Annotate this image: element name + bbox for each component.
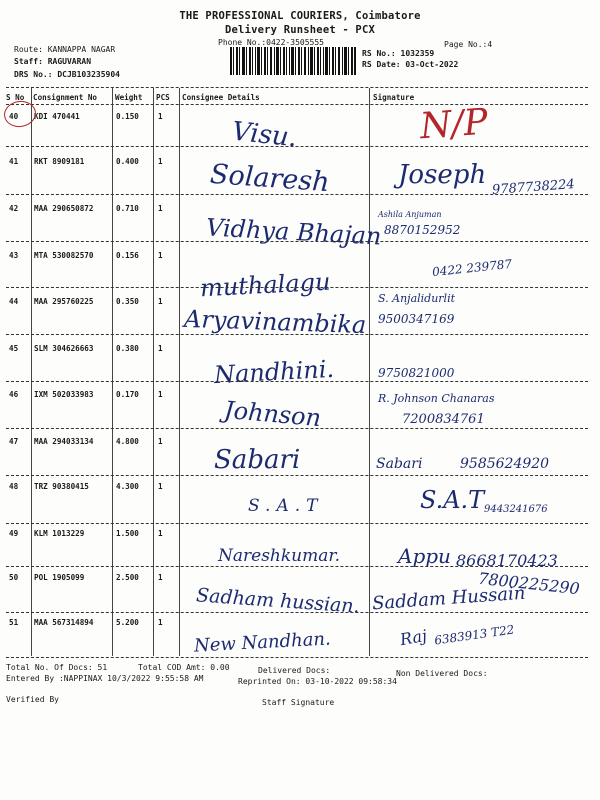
column-header-signature: Signature [373, 93, 415, 102]
signature-handwriting: Raj [398, 625, 429, 650]
row-weight: 4.800 [116, 437, 139, 446]
signature-handwriting: N/P [418, 101, 490, 148]
row-consignment: IXM 502033983 [34, 390, 94, 399]
signature-handwriting: Appu [398, 544, 451, 568]
signature-extra: 9500347169 [378, 312, 455, 326]
table-bottom-rule [6, 657, 588, 658]
row-weight: 0.170 [116, 390, 139, 399]
row-rule [6, 566, 588, 567]
row-rule [6, 523, 588, 524]
row-sno: 47 [9, 437, 19, 446]
barcode-image [230, 47, 356, 75]
row-pcs: 1 [158, 157, 163, 166]
row-pcs: 1 [158, 437, 163, 446]
row-weight: 0.400 [116, 157, 139, 166]
signature-extra: 9787738224 [491, 177, 576, 198]
signature-extra: 8870152952 [384, 223, 461, 237]
delivered-docs: Delivered Docs: [258, 666, 331, 675]
row-rule [6, 428, 588, 429]
signature-handwriting: Joseph [398, 160, 487, 190]
phone-number: Phone No.:0422-3505555 [218, 38, 324, 47]
route: Route: KANNAPPA NAGAR [14, 45, 116, 54]
row-consignment: POL 1905099 [34, 573, 85, 582]
row-pcs: 1 [158, 251, 163, 260]
row-sno: 51 [9, 618, 19, 627]
row-weight: 5.200 [116, 618, 139, 627]
row-sno: 41 [9, 157, 19, 166]
row-pcs: 1 [158, 482, 163, 491]
row-pcs: 1 [158, 297, 163, 306]
signature-extra: 6383913 T22 [433, 622, 516, 648]
row-pcs: 1 [158, 204, 163, 213]
total-cod: Total COD Amt: 0.00 [138, 663, 230, 672]
row-sno: 49 [9, 529, 19, 538]
row-weight: 0.380 [116, 344, 139, 353]
consignee-handwriting: Nandhini. [213, 354, 335, 390]
signature-handwriting: R. Johnson Chanaras [378, 392, 495, 405]
row-weight: 4.300 [116, 482, 139, 491]
row-consignment: MAA 294033134 [34, 437, 94, 446]
signature-extra: 7800225290 [477, 568, 581, 599]
row-sno: 50 [9, 573, 19, 582]
verified-by: Verified By [6, 695, 59, 704]
row-sno: 43 [9, 251, 19, 260]
column-header-consignment: Consignment No [33, 93, 98, 102]
row-pcs: 1 [158, 529, 163, 538]
column-divider [112, 88, 113, 656]
row-pcs: 1 [158, 390, 163, 399]
row-rule [6, 475, 588, 476]
signature-handwriting: Ashila Anjuman [378, 210, 442, 219]
consignee-handwriting: Sadham hussian. [195, 584, 361, 618]
consignee-handwriting: Vidhya Bhajan [205, 213, 383, 251]
column-header-weight: Weight [115, 93, 143, 102]
signature-handwriting: S.A.T [420, 486, 485, 514]
row-weight: 1.500 [116, 529, 139, 538]
signature-extra: 8668170423 [456, 551, 558, 570]
company-title: THE PROFESSIONAL COURIERS, Coimbatore [179, 10, 421, 22]
header-bottom-rule [6, 104, 588, 105]
consignee-handwriting: Visu. [230, 116, 299, 154]
consignee-handwriting: Sabari [214, 445, 301, 475]
staff-signature: Staff Signature [262, 698, 335, 707]
signature-extra: 7200834761 [402, 412, 485, 427]
row-rule [6, 287, 588, 288]
column-divider [179, 88, 180, 656]
column-divider [369, 88, 370, 656]
row-sno: 45 [9, 344, 19, 353]
row-rule [6, 381, 588, 382]
sheet-title: Delivery Runsheet - PCX [225, 24, 375, 36]
page-number: Page No.:4 [444, 40, 493, 49]
table-top-rule [6, 87, 588, 88]
row-rule [6, 241, 588, 242]
signature-extra: 9585624920 [460, 456, 550, 472]
row-rule [6, 146, 588, 147]
consignee-handwriting: S.A.T [248, 496, 324, 516]
consignee-handwriting: Aryavinambika [183, 304, 367, 340]
row-consignment: MAA 567314894 [34, 618, 94, 627]
signature-handwriting: Sabari [376, 456, 423, 472]
row-pcs: 1 [158, 573, 163, 582]
row-pcs: 1 [158, 618, 163, 627]
signature-extra: 9750821000 [378, 366, 455, 380]
column-header-consignee-details: Consignee Details [182, 93, 260, 102]
row-consignment: TRZ 90380415 [34, 482, 89, 491]
row-consignment: MAA 290650872 [34, 204, 94, 213]
consignee-handwriting: muthalagu [199, 267, 332, 303]
reprinted-on: Reprinted On: 03-10-2022 09:58:34 [238, 677, 397, 686]
non-delivered-docs: Non Delivered Docs: [396, 669, 488, 678]
row-consignment: RKT 8909181 [34, 157, 85, 166]
row-consignment: MTA 530082570 [34, 251, 94, 260]
row-pcs: 1 [158, 112, 163, 121]
column-header-pcs: PCS [156, 93, 170, 102]
column-header-sno: S No [6, 93, 25, 102]
row-weight: 0.156 [116, 251, 139, 260]
consignee-handwriting: Solaresh [209, 158, 331, 199]
row-sno: 48 [9, 482, 19, 491]
row-pcs: 1 [158, 344, 163, 353]
row-weight: 0.150 [116, 112, 139, 121]
signature-extra: 0422 239787 [431, 256, 513, 280]
drs-number: DRS No.: DCJB103235904 [14, 70, 120, 79]
column-divider [153, 88, 154, 656]
column-divider [31, 88, 32, 656]
signature-handwriting: S. Anjalidurlit [378, 292, 456, 305]
staff: Staff: RAGUVARAN [14, 57, 92, 66]
row-rule [6, 334, 588, 335]
row-sno: 42 [9, 204, 19, 213]
consignee-handwriting: Johnson [222, 395, 323, 433]
consignee-handwriting: New Nandhan. [193, 628, 332, 657]
signature-handwriting: Saddam Hussain [371, 582, 527, 615]
row-consignment: KDI 470441 [34, 112, 80, 121]
row-sno: 46 [9, 390, 19, 399]
row-consignment: KLM 1013229 [34, 529, 85, 538]
signature-extra: 9443241676 [484, 504, 548, 515]
row-weight: 0.710 [116, 204, 139, 213]
rs-number: RS No.: 1032359 [362, 49, 435, 58]
total-docs: Total No. Of Docs: 51 [6, 663, 108, 672]
consignee-handwriting: Nareshkumar. [218, 546, 341, 566]
row-sno: 44 [9, 297, 19, 306]
entered-by: Entered By :NAPPINAX 10/3/2022 9:55:58 AM [6, 674, 204, 683]
row-weight: 2.500 [116, 573, 139, 582]
row-consignment: SLM 304626663 [34, 344, 94, 353]
row-sno: 40 [9, 112, 19, 121]
row-consignment: MAA 295760225 [34, 297, 94, 306]
rs-date: RS Date: 03-Oct-2022 [362, 60, 459, 69]
row-weight: 0.350 [116, 297, 139, 306]
row-rule [6, 194, 588, 195]
row-rule [6, 612, 588, 613]
